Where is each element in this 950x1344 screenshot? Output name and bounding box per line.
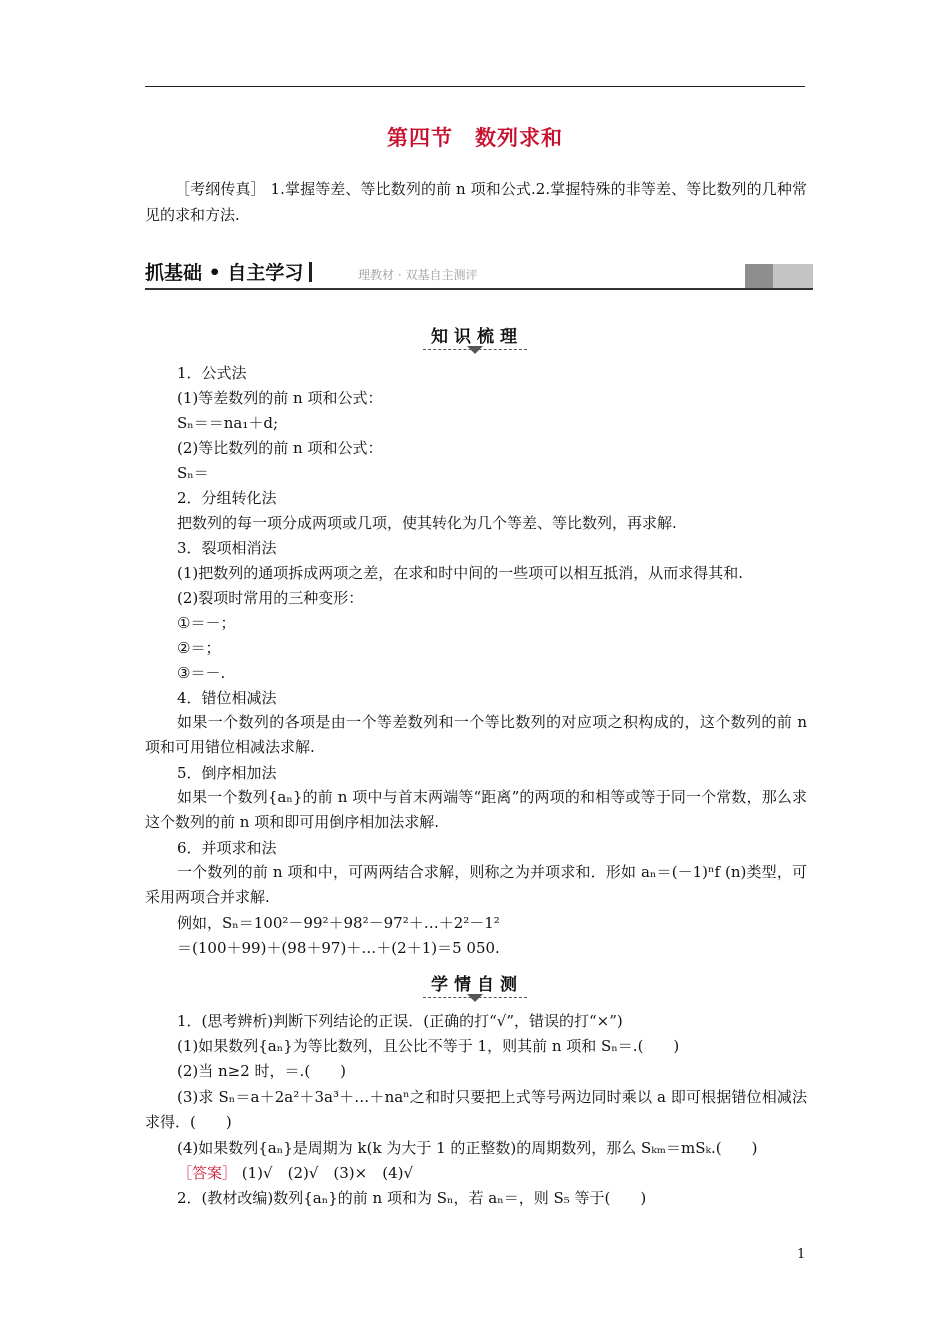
q1-item-2: (2)当 n≥2 时，＝.( ) xyxy=(177,1062,347,1080)
kl-line-4: Sₙ＝ xyxy=(177,464,209,482)
header-rule xyxy=(145,86,805,87)
section-bar xyxy=(145,260,813,290)
title-part-2: 数列求和 xyxy=(475,126,563,150)
kl-line-2: Sₙ＝＝na₁＋d; xyxy=(177,414,279,432)
kl-line-10: ①＝－； xyxy=(177,614,236,632)
kl-line-13: 4．错位相减法 xyxy=(177,689,277,707)
kl-line-6: 把数列的每一项分成两项或几项，使其转化为几个等差、等比数列，再求解. xyxy=(177,514,677,532)
selftest-heading-arrow-icon xyxy=(467,994,483,1002)
kl-line-7: 3．裂项相消法 xyxy=(177,539,277,557)
page-title xyxy=(0,122,950,152)
example-line-1: 例如，Sₙ＝100²－99²＋98²－97²＋…＋2²－1² xyxy=(177,914,500,932)
q1-answer xyxy=(177,1162,413,1184)
q2-stem: 2．(教材改编)数列{aₙ}的前 n 项和为 Sₙ，若 aₙ＝，则 S₅ 等于( ) xyxy=(177,1189,647,1207)
kl-line-9: (2)裂项时常用的三种变形： xyxy=(177,589,364,607)
misplace-paragraph: 如果一个数列的各项是由一个等差数列和一个等比数列的对应项之积构成的，这个数列的前 n 项和可用错位相减法求解. xyxy=(145,713,807,756)
title-part-1: 第四节 xyxy=(387,126,453,150)
kl-line-11: ②＝； xyxy=(177,639,221,657)
reverse-paragraph: 如果一个数列{aₙ}的前 n 项中与首末两端等“距离”的两项的和相等或等于同一个常数，那么求这个数列的前 n 项和即可用倒序相加法求解. xyxy=(145,788,807,831)
kl-line-5: 2．分组转化法 xyxy=(177,489,277,507)
section-title-text: 抓基础 • 自主学习 xyxy=(145,262,304,284)
example-line-2: ＝(100＋99)＋(98＋97)＋…＋(2＋1)＝5 050. xyxy=(177,939,500,957)
page-number: 1 xyxy=(797,1247,806,1262)
answer-label: ［答案］ xyxy=(177,1164,238,1182)
section-decor-dark xyxy=(745,264,773,288)
reverse-heading: 5．倒序相加法 xyxy=(177,764,277,782)
kl-line-1: (1)等差数列的前 n 项和公式： xyxy=(177,389,383,407)
syllabus-text: 1.掌握等差、等比数列的前 n 项和公式.2.掌握特殊的非等差、等比数列的几种常见的求和方法. xyxy=(145,180,807,224)
q1-item-4: (4)如果数列{aₙ}是周期为 k(k 为大于 1 的正整数)的周期数列，那么 Sₖₘ＝mSₖ.( ) xyxy=(177,1139,758,1157)
section-title xyxy=(145,260,318,286)
syllabus-label: ［考纲传真］ xyxy=(175,180,266,198)
section-decor-light xyxy=(773,264,813,288)
merge-paragraph: 一个数列的前 n 项和中，可两两结合求解，则称之为并项求和．形如 aₙ＝(－1)ⁿf (n)类型，可采用两项合并求解. xyxy=(145,863,807,906)
kl-line-0: 1．公式法 xyxy=(177,364,247,382)
q1-item-1: (1)如果数列{aₙ}为等比数列，且公比不等于 1，则其前 n 项和 Sₙ＝.( ) xyxy=(177,1037,680,1055)
kl-line-8: (1)把数列的通项拆成两项之差，在求和时中间的一些项可以相互抵消，从而求得其和. xyxy=(177,564,744,582)
answer-text: (1)√ (2)√ (3)× (4)√ xyxy=(237,1164,414,1182)
selftest-heading-text: 学情自测 xyxy=(423,970,527,998)
knowledge-heading-text: 知识梳理 xyxy=(423,322,527,350)
syllabus-paragraph xyxy=(145,176,807,228)
section-subtitle: 理教材 · 双基自主测评 xyxy=(358,268,478,282)
q1-stem: 1．(思考辨析)判断下列结论的正误．(正确的打“√”，错误的打“×”) xyxy=(177,1012,623,1030)
kl-line-12: ③＝－. xyxy=(177,664,226,682)
kl-line-3: (2)等比数列的前 n 项和公式： xyxy=(177,439,383,457)
knowledge-heading-arrow-icon xyxy=(467,346,483,354)
q1-item-3: (3)求 Sₙ＝a＋2a²＋3a³＋…＋naⁿ之和时只要把上式等号两边同时乘以 a 即可根据错位相减法求得．( ) xyxy=(145,1088,807,1131)
merge-heading: 6．并项求和法 xyxy=(177,839,277,857)
